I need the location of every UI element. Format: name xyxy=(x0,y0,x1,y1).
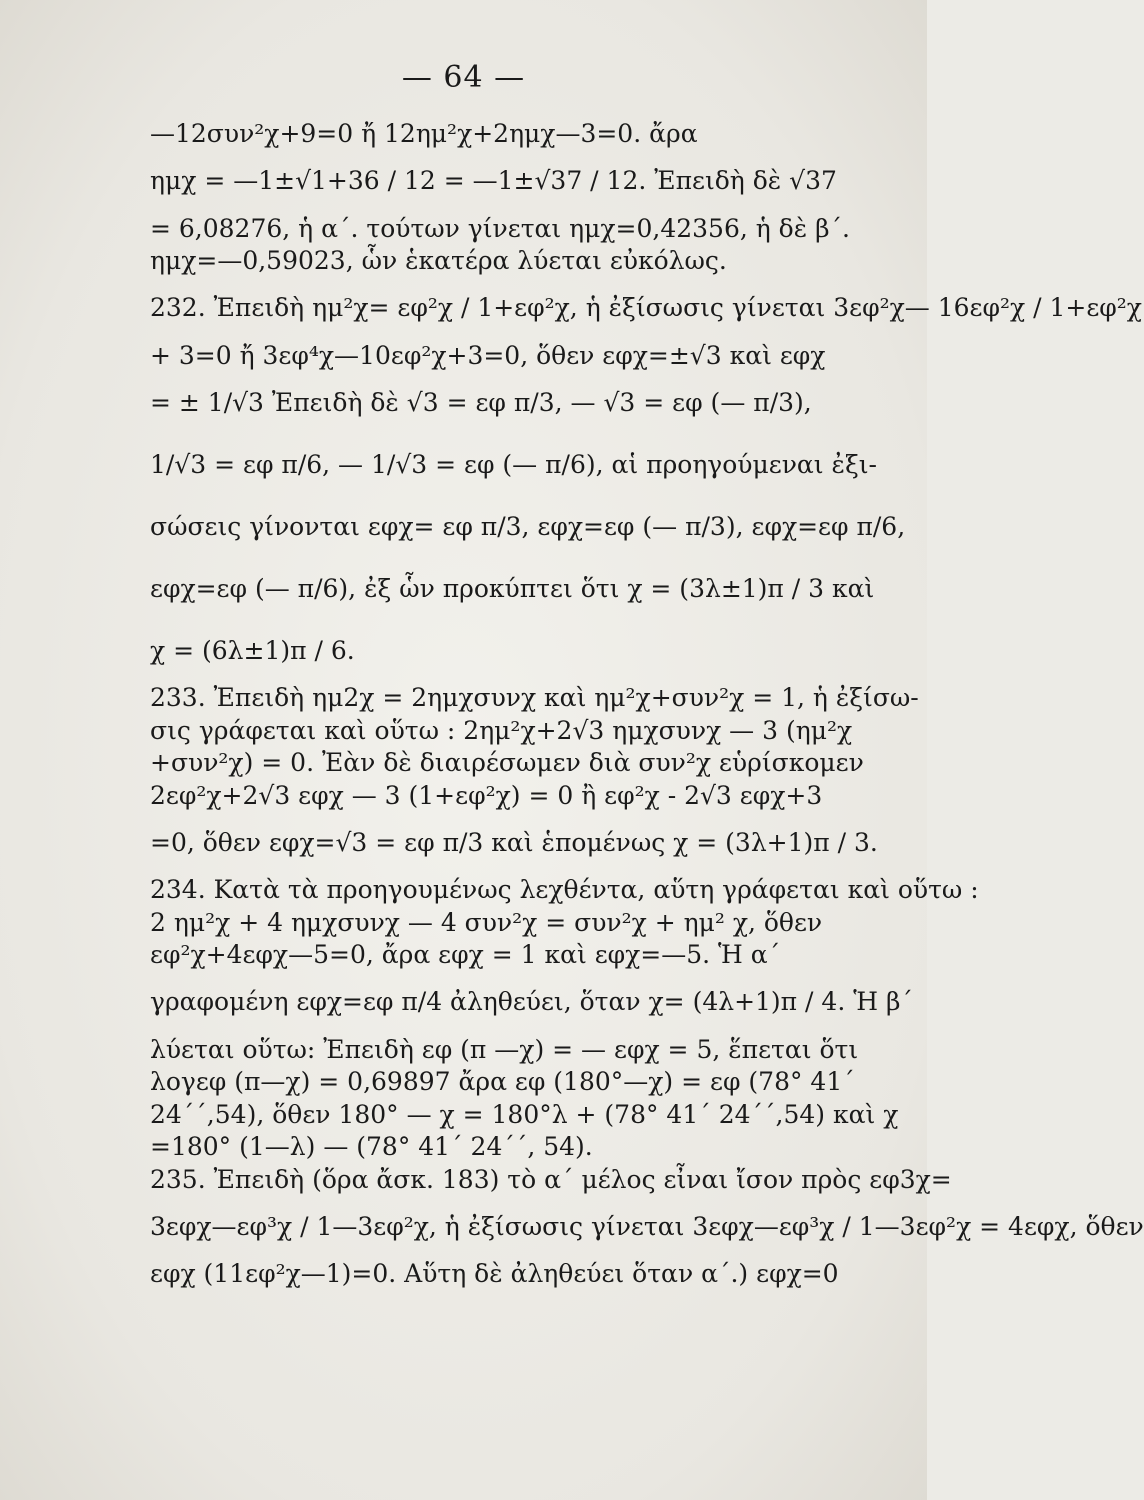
text-line: 24΄΄,54), ὅθεν 180° — χ = 180°λ + (78° 41΄ 24΄΄,54) καὶ χ xyxy=(150,1099,899,1129)
text-line: γραφομένη εφχ=εφ π/4 ἀληθεύει, ὅταν χ= (4λ+1)π / 4. Ἡ β΄ xyxy=(150,987,913,1017)
text-line: = 6,08276, ἡ α΄. τούτων γίνεται ημχ=0,42356, ἡ δὲ β΄. xyxy=(150,213,850,243)
text-line: 2εφ²χ+2√3 εφχ — 3 (1+εφ²χ) = 0 ἢ εφ²χ - 2√3 εφχ+3 xyxy=(150,780,823,810)
page-text xyxy=(150,118,1144,1291)
text-line: +συν²χ) = 0. Ἐὰν δὲ διαιρέσωμεν διὰ συν²χ εὑρίσκομεν xyxy=(150,748,864,777)
text-line: ημχ = —1±√1+36 / 12 = —1±√37 / 12. Ἐπειδὴ δὲ √37 xyxy=(150,166,837,196)
text-line: εφχ=εφ (— π/6), ἐξ ὧν προκύπτει ὅτι χ = (3λ±1)π / 3 καὶ xyxy=(150,573,875,603)
text-line: 233. Ἐπειδὴ ημ2χ = 2ημχσυνχ καὶ ημ²χ+συν²χ = 1, ἡ ἐξίσω- xyxy=(150,683,919,712)
text-line: λογεφ (π—χ) = 0,69897 ἄρα εφ (180°—χ) = εφ (78° 41΄ xyxy=(150,1067,855,1096)
page-number: — 64 — xyxy=(401,60,526,95)
text-line: λύεται οὕτω: Ἐπειδὴ εφ (π —χ) = — εφχ = 5, ἕπεται ὅτι xyxy=(150,1034,859,1064)
text-line: σώσεις γίνονται εφχ= εφ π/3, εφχ=εφ (— π/3), εφχ=εφ π/6, xyxy=(150,511,906,541)
text-line: —12συν²χ+9=0 ἤ 12ημ²χ+2ημχ—3=0. ἄρα xyxy=(150,119,698,148)
text-line: εφχ (11εφ²χ—1)=0. Αὕτη δὲ ἀληθεύει ὅταν α΄.) εφχ=0 xyxy=(150,1259,839,1288)
text-line: ημχ=—0,59023, ὧν ἑκατέρα λύεται εὐκόλως. xyxy=(150,246,727,275)
text-line: χ = (6λ±1)π / 6. xyxy=(150,635,355,665)
text-line: =0, ὅθεν εφχ=√3 = εφ π/3 καὶ ἑπομένως χ = (3λ+1)π / 3. xyxy=(150,827,878,857)
text-line: 232. Ἐπειδὴ ημ²χ= εφ²χ / 1+εφ²χ, ἡ ἐξίσωσις γίνεται 3εφ²χ— 16εφ²χ / 1+εφ²χ xyxy=(150,293,1142,323)
text-line: + 3=0 ἤ 3εφ⁴χ—10εφ²χ+3=0, ὅθεν εφχ=±√3 καὶ εφχ xyxy=(150,340,826,370)
text-line: 3εφχ—εφ³χ / 1—3εφ²χ, ἡ ἐξίσωσις γίνεται 3εφχ—εφ³χ / 1—3εφ²χ = 4εφχ, ὅθεν xyxy=(150,1211,1144,1241)
text-line: εφ²χ+4εφχ—5=0, ἄρα εφχ = 1 καὶ εφχ=—5. Ἡ α΄ xyxy=(150,940,781,969)
text-line: =180° (1—λ) — (78° 41΄ 24΄΄, 54). xyxy=(150,1132,593,1161)
text-line: = ± 1/√3 Ἐπειδὴ δὲ √3 = εφ π/3, — √3 = εφ (— π/3), xyxy=(150,387,812,417)
text-line: 2 ημ²χ + 4 ημχσυνχ — 4 συν²χ = συν²χ + ημ² χ, ὅθεν xyxy=(150,907,823,937)
text-line: 1/√3 = εφ π/6, — 1/√3 = εφ (— π/6), αἱ προηγούμεναι ἐξι- xyxy=(150,449,877,479)
text-line: σις γράφεται καὶ οὕτω : 2ημ²χ+2√3 ημχσυνχ — 3 (ημ²χ xyxy=(150,715,853,745)
text-line: 235. Ἐπειδὴ (ὅρα ἄσκ. 183) τὸ α΄ μέλος εἶναι ἴσον πρὸς εφ3χ= xyxy=(150,1164,952,1194)
text-line: 234. Κατὰ τὰ προηγουμένως λεχθέντα, αὕτη γράφεται καὶ οὕτω : xyxy=(150,875,979,904)
